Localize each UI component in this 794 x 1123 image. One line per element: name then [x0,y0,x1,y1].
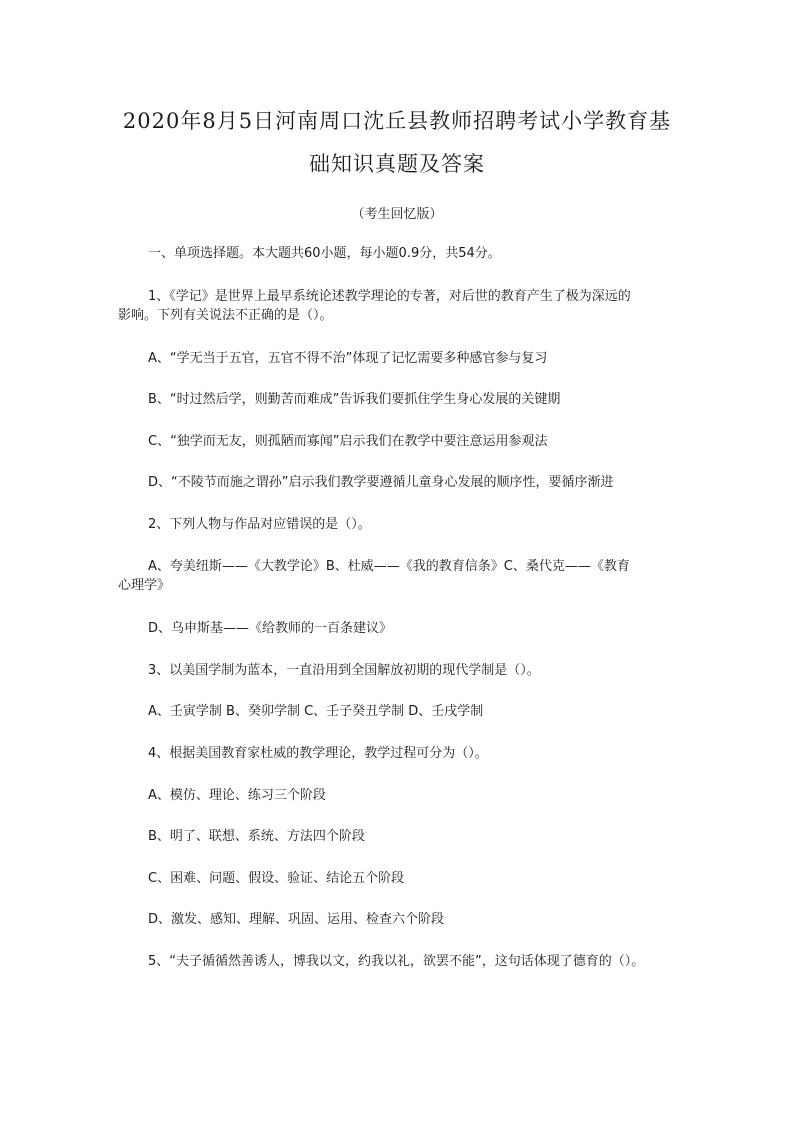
document-title-line-1: 2020年8月5日河南周口沈丘县教师招聘考试小学教育基 [122,109,672,133]
section-heading: 一、单项选择题。本大题共60小题，每小题0.9分，共54分。 [148,246,501,261]
question-2-stem: 2、下列人物与作品对应错误的是（）。 [148,517,371,532]
question-5-stem: 5、“夫子循循然善诱人，博我以文，约我以礼，欲罢不能”，这句话体现了德育的（）。 [148,954,645,969]
question-3-options: A、壬寅学制 B、癸卯学制 C、壬子癸丑学制 D、壬戌学制 [148,704,484,719]
document-title-line-2: 础知识真题及答案 [309,152,485,176]
question-1-option-d: D、“不陵节而施之谓孙”启示我们教学要遵循儿童身心发展的顺序性，要循序渐进 [148,475,614,490]
question-1-option-c: C、“独学而无友，则孤陋而寡闻”启示我们在教学中要注意运用参观法 [148,434,548,449]
question-4-option-d: D、激发、感知、理解、巩固、运用、检查六个阶段 [148,912,445,927]
question-1-stem-line-2: 影响。下列有关说法不正确的是（）。 [118,308,333,323]
question-4-option-b: B、明了、联想、系统、方法四个阶段 [148,829,365,844]
question-4-stem: 4、根据美国教育家杜威的教学理论，教学过程可分为（）。 [148,746,488,761]
document-subtitle: （考生回忆版） [351,207,443,222]
question-4-option-a: A、模仿、理论、练习三个阶段 [148,788,326,803]
question-1-option-a: A、“学无当于五官，五官不得不治”体现了记忆需要多种感官参与复习 [148,351,548,366]
question-4-option-c: C、困难、问题、假设、验证、结论五个阶段 [148,871,405,886]
question-1-stem-line-1: 1、《学记》是世界上最早系统论述教学理论的专著，对后世的教育产生了极为深远的 [148,289,631,304]
question-2-option-abc: A、夸美纽斯——《大教学论》B、杜威——《我的教育信条》C、桑代克——《教育 [148,559,630,574]
question-1-option-b: B、“时过然后学，则勤苦而难成”告诉我们要抓住学生身心发展的关键期 [148,392,561,407]
question-2-option-d: D、乌申斯基——《给教师的一百条建议》 [148,621,393,636]
question-2-option-abc-continued: 心理学》 [118,578,171,593]
question-3-stem: 3、以美国学制为蓝本，一直沿用到全国解放初期的现代学制是（）。 [148,663,540,678]
